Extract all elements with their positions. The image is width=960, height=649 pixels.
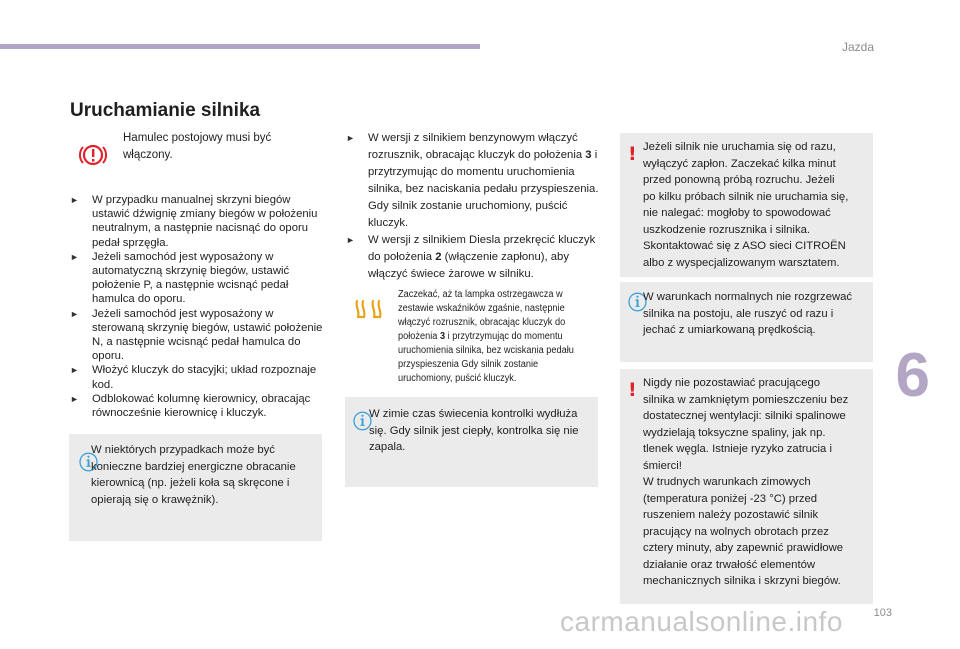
glow-plug-note [348, 288, 598, 388]
info-box-warmup [620, 282, 873, 362]
arrow-bullet-icon: ► [70, 365, 79, 376]
info-box-steering [69, 434, 322, 541]
section-title: Jazda [841, 40, 874, 54]
info-icon: ⓘ [353, 411, 373, 433]
list-item: ► W wersji z silnikiem benzynowym włączyć rozrusznik, obracając kluczyk do położenia 3 i przytrzymując do momentu uruchomienia silnika, bez naciskania pedału przyspieszenia. Gdy silnik zostanie uruchomiony, puścić kluczyk. [346, 132, 599, 229]
arrow-bullet-icon: ► [70, 308, 79, 319]
list-item: ► W przypadku manualnej skrzyni biegów ustawić dźwignię zmiany biegów w położeniu neutralnym, a następnie nacisnąć do oporu pedał sprzęgła. [70, 194, 318, 249]
list-item: ► Jeżeli samochód jest wyposażony w sterowaną skrzynię biegów, ustawić położenie N, a następnie wcisnąć pedał hamulca do oporu. [70, 307, 323, 363]
exclamation-icon: ! [628, 143, 637, 165]
middle-steps-list [346, 130, 601, 283]
info-icon: ⓘ [628, 292, 648, 314]
arrow-bullet-icon: ► [70, 393, 79, 404]
exclamation-icon: ! [628, 379, 637, 401]
warning-box-ventilation [620, 369, 873, 604]
page-number: 103 [873, 607, 892, 619]
parking-brake-warning-icon [78, 140, 108, 170]
glow-plug-icon [354, 298, 388, 320]
arrow-bullet-icon: ► [346, 235, 355, 245]
page-title: Uruchamianie silnika [70, 100, 261, 121]
list-item: ► W wersji z silnikiem Diesla przekręcić kluczyk do położenia 2 (włączenie zapłonu), aby włączyć świece żarowe w silniku. [346, 234, 596, 280]
warning-box-text: Jeżeli silnik nie uruchamia się od razu, wyłączyć zapłon. Zaczekać kilka minut przed ponowną próbą rozruchu. Jeżeli po kilku próbach silnik nie uruchamia się, nie nalegać: mogłoby to spowodować uszkodzenie rozrusznika i silnika. Skontaktować się z ASO sieci CITROËN albo z wyspecjalizowanym warsztatem. [643, 141, 849, 269]
arrow-bullet-icon: ► [70, 195, 79, 205]
info-icon: ⓘ [79, 452, 99, 474]
info-box-text: W niektórych przypadkach może być konieczne bardziej energiczne obracanie kierownicą (np. jeżeli koła są skręcone i opierają się o krawężnik). [91, 444, 296, 506]
arrow-bullet-icon: ► [346, 133, 355, 143]
left-steps-list [70, 193, 326, 420]
parking-brake-warning-text: Hamulec postojowy musi być włączony. [123, 132, 272, 161]
list-item: ► Włożyć kluczyk do stacyjki; układ rozpoznaje kod. [70, 364, 317, 391]
watermark: carmanualsonline.info [560, 606, 843, 637]
list-item: ► Odblokować kolumnę kierownicy, obracając równocześnie kierownicę i kluczyk. [70, 392, 311, 420]
info-box-winter [345, 397, 598, 487]
info-box-text: W warunkach normalnych nie rozgrzewać silnika na postoju, ale ruszyć od razu i jechać z umiarkowaną prędkością. [643, 291, 853, 336]
warning-box-text: Nigdy nie pozostawiać pracującego silnika w zamkniętym pomieszczeniu bez dostatecznej wentylacji: silniki spalinowe wydzielają toksyczne spaliny, jak np. tlenek węgla. Istnieje ryzyko zatrucia i śmierci! W trudnych warunkach zimowych (temperatura poniżej -23 °C) przed ruszeniem należy pozostawić silnik pracujący na wolnych obrotach przez cztery minuty, aby zapewnić prawidłowe działanie oraz trwałość elementów mechanicznych silnika i skrzyni biegów. [643, 377, 849, 587]
glow-plug-note-text: Zaczekać, aż ta lampka ostrzegawcza w zestawie wskaźników zgaśnie, następnie włączyć rozrusznik, obracając kluczyk do położenia 3 i przytrzymując do momentu uruchomienia silnika, bez wciskania pedału przyspieszenia Gdy silnik zostanie uruchomiony, puścić kluczyk. [398, 289, 574, 384]
parking-brake-warning [70, 130, 320, 182]
info-box-text: W zimie czas świecenia kontrolki wydłuża się. Gdy silnik jest ciepły, kontrolka się nie zapala. [369, 408, 579, 453]
chapter-number: 6 [895, 341, 930, 410]
header-accent-bar [0, 44, 480, 49]
warning-box-no-start [620, 133, 873, 277]
list-item: ► Jeżeli samochód jest wyposażony w automatyczną skrzynię biegów, ustawić położenie P, a następnie wcisnąć pedał hamulca do oporu. [70, 250, 290, 306]
arrow-bullet-icon: ► [70, 251, 79, 262]
